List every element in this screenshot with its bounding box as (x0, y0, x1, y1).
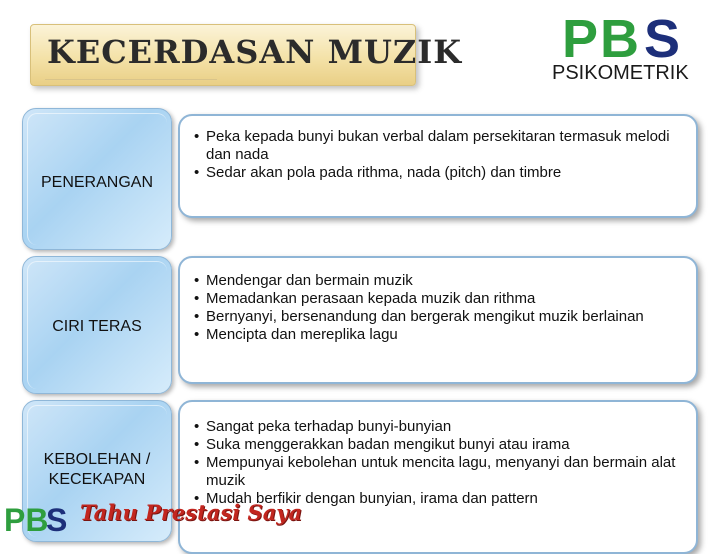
list-item: • Mempunyai kebolehan untuk mencita lagu, menyanyi dan bermain alat muzik (180, 454, 696, 490)
list-item: • Sedar akan pola pada rithma, nada (pitch) dan timbre (180, 164, 696, 182)
row-content-kebolehan (178, 400, 698, 554)
pbs-logo-text-b: B (600, 10, 639, 62)
list-item: • Mendengar dan bermain muzik (180, 272, 696, 290)
brand-subtitle: PSIKOMETRIK (552, 62, 689, 84)
pbs-logo-text-s: S (644, 10, 681, 62)
footer-logo-text-s: S (46, 502, 68, 536)
row-content-ciri-teras (178, 256, 698, 384)
row-label-line1: KEBOLEHAN / (43, 451, 151, 468)
title-banner (30, 24, 463, 86)
pbs-logo-text-p: P (562, 10, 599, 62)
pbs-logo (562, 10, 702, 62)
footer-slogan: Tahu Prestasi Saya (80, 500, 303, 525)
list-item: • Sangat peka terhadap bunyi-bunyian (180, 418, 696, 436)
list-item: • Mencipta dan mereplika lagu (180, 326, 696, 344)
row-label-ciri-teras (22, 256, 172, 394)
list-item: • Peka kepada bunyi bukan verbal dalam persekitaran termasuk melodi dan nada (180, 128, 696, 164)
footer-pbs-logo (4, 500, 72, 536)
list-item: • Suka menggerakkan badan mengikut bunyi atau irama (180, 436, 696, 454)
list-item: • Memadankan perasaan kepada muzik dan rithma (180, 290, 696, 308)
footer-logo-text-pb: PB (4, 502, 49, 536)
row-label-text (44, 450, 151, 490)
row-label-penerangan (22, 108, 172, 250)
row-label-text: CIRI TERAS (52, 318, 142, 335)
row-content-penerangan (178, 114, 698, 218)
page-title: KECERDASAN MUZIK (47, 33, 463, 71)
list-item: • Bernyanyi, bersenandung dan bergerak mengikut muzik berlainan (180, 308, 696, 326)
title-underline (45, 79, 217, 80)
row-label-line2: KECEKAPAN (48, 471, 146, 488)
row-label-text: PENERANGAN (40, 174, 154, 191)
list-item: • Mudah berfikir dengan bunyian, irama dan pattern (180, 490, 696, 508)
